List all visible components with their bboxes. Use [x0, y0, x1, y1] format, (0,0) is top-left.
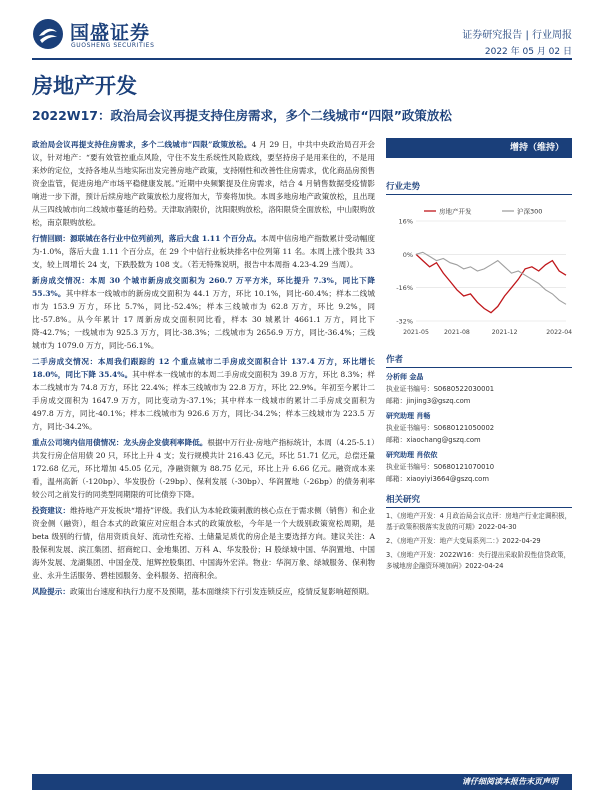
paragraph-lead: 重点公司境内信用债情况：龙头房企发债利率降低。 — [32, 438, 208, 447]
analyst-list — [386, 371, 572, 485]
paragraph-new-homes — [32, 274, 375, 352]
analyst-name: 研究助理 肖畅 — [386, 412, 431, 420]
legend-label: 沪深300 — [517, 207, 543, 216]
sector-title: 房地产开发 — [32, 74, 137, 98]
x-tick-label: 2021-05 — [403, 329, 429, 336]
analysts-block — [386, 353, 572, 485]
report-type: 证券研究报告 | 行业周报 — [462, 30, 572, 41]
x-tick-label: 2022-04 — [546, 329, 572, 336]
sidebar — [386, 138, 572, 572]
paragraph-market — [32, 232, 375, 271]
analyst-name: 研究助理 肖依依 — [386, 451, 438, 459]
paragraph-policy — [32, 138, 375, 229]
related-report[interactable]: 3、《房地产开发：2022W16：央行提出采取阶段性信贷政策，多城地房企融资环境加码》2022-04-24 — [386, 551, 571, 570]
series-line-csi300 — [416, 252, 566, 304]
paragraph-body: 政策出台速度和执行力度不及预期，基本面继续下行引发连锁反应，疫情反复影响超预期。 — [69, 587, 374, 596]
related-block — [386, 493, 572, 572]
report-headline: 2022W17：政治局会议再提支持住房需求，多个二线城市“四限”政策放松 — [32, 108, 452, 123]
y-tick-label: 16% — [398, 217, 413, 226]
trend-chart-svg — [386, 203, 572, 341]
paragraph-body: 其中样本一线城市的新房成交面积为 44.1 万方，环比 10.1%，同比-60.4%；样本二线城市为 153.9 万方，环比 5.7%，同比-52.4%；样本三线城市为 62.8 万方，环比 9.2%，同比-57.8%。从今年累计 17 周新房成交面积同比看，样本 30 城累计 4661.1 万方，同比下降-42.7%；一线城市为 925.3 万方，同比-38.3%；二线城市为 2656.9 万方，同比-36.4%；三线城市为 1079.0 万方，同比-56.1%。 — [32, 289, 375, 350]
x-tick-label: 2021-12 — [491, 329, 518, 336]
related-section-title: 相关研究 — [386, 493, 572, 508]
paragraph-lead: 二手房成交情况：本周我们跟踪的 12 个重点城市二手房成交面积合计 137.4 万方，环比增长 18.0%，同比下降 35.4%。 — [32, 357, 375, 379]
logo-text-en: GUOSHENG SECURITIES — [71, 42, 155, 49]
paragraph-body: 4 月 29 日，中共中央政治局召开会议，针对地产：“要有效管控重点风险，守住不发生系统性风险底线，要坚持房子是用来住的，不是用来炒的定位，支持各地从当地实际出发完善房地产政策，支持刚性和改善性住房需求，优化商品房预售资金监管，促进房地产市场平稳健康发展。”近期中央频繁提及住房需求，结合 4 月销售数据受疫情影响进一步下滑，预计后续房地产政策放松力度将加大，节奏将加快。本周多地房地产政策放松，且出现从三四线城市向二线城市蔓延的趋势。天津取消限价，沈阳限购放松，洛阳限贷全面放松，中山限购放松，南京限购放松。 — [32, 140, 376, 227]
disclaimer-footer: 请仔细阅读本报告末页声明 — [32, 774, 572, 790]
related-report[interactable]: 2、《房地产开发：地产大变局系列二：》2022-04-29 — [386, 537, 541, 545]
paragraph-body: 本周中信房地产指数累计受动幅度为-1.0%，落后大盘 1.11 个百分点，在 29 个中信行业板块排名中位列第 11 名。本周上涨个股共 33 支，较上周增长 24 支，下跌股数为 108 支。（若无特殊说明，报告中本周指 4.23-4.29 当周）。 — [32, 234, 375, 269]
paragraph-advice — [32, 504, 375, 582]
y-tick-label: 0% — [402, 250, 413, 259]
company-logo-icon — [32, 18, 64, 50]
trend-section-title: 行业走势 — [386, 180, 572, 195]
paragraph-lead: 新房成交情况：本周 30 个城市新房成交面积为 260.7 万平方米，环比提升 7.3%，同比下降 55.3%。 — [32, 276, 375, 298]
analyst-email[interactable]: 邮箱：jinjing3@gszq.com — [386, 397, 471, 405]
paragraph-risk — [32, 585, 375, 598]
paragraph-lead: 行情回顾：源联城在各行业中位列前列，落后大盘 1.11 个百分点。 — [32, 234, 261, 243]
paragraph-lead: 投资建议： — [32, 506, 71, 515]
analyst-cert: 执业证书编号：S0680121070010 — [386, 463, 495, 471]
analysts-section-title: 作者 — [386, 353, 572, 368]
rating-badge: 增持（维持） — [386, 138, 572, 158]
analyst-cert: 执业证书编号：S0680522030001 — [386, 385, 495, 393]
trend-chart — [386, 203, 572, 341]
header-divider — [32, 58, 572, 60]
x-tick-label: 2021-08 — [443, 329, 470, 336]
y-tick-label: -32% — [396, 317, 413, 326]
y-tick-label: -16% — [396, 284, 413, 293]
analyst-name: 分析师 金晶 — [386, 373, 424, 381]
analyst-cert: 执业证书编号：S0680121050002 — [386, 424, 495, 432]
paragraph-lead: 政治局会议再提支持住房需求，多个二线城市“四限”政策放松。 — [32, 140, 252, 149]
logo-text-cn: 国盛证券 — [70, 22, 151, 44]
paragraph-lead: 风险提示： — [32, 587, 70, 596]
company-logo — [32, 18, 192, 52]
report-date: 2022 年 05 月 02 日 — [484, 47, 572, 57]
paragraph-body: 维持地产开发板块“增持”评级。我们认为本轮政策刺激的核心点在于需求侧（销售）和企业资金侧（融资），组合本式的政策应对应组合本式的政策放松，今年是一个大级别政策宽松周期，是 beta 级别的行情，信用资质良好、流动性充裕、土储量足质优的房企是主要选择方向。建议关注：A 股保利发展、滨江集团、招商蛇口、金地集团、万科 A、华发股份；H 股绿城中国、华润置地、中国海外发展、龙湖集团、中国金茂、旭辉控股集团、中国海外宏洋。物业：华润万象、绿城服务、保利物业、永升生活服务、碧桂园服务、金科服务、招商积余。 — [32, 506, 375, 580]
analyst-email[interactable]: 邮箱：xiaoyiyi3664@gszq.com — [386, 475, 489, 483]
series-line-real-estate — [416, 254, 566, 312]
paragraph-body: 其中样本一线城市的本周二手房成交面积为 39.8 万方，环比 8.3%；样本二线城市为 74.8 万方，环比 22.4%；样本三线城市为 22.8 万方，环比 22.9%。年初至今累计二手房成交面积为 1647.9 万方，同比变动为-37.1%；其中样本一线城市的累计二手房成交面积为 497.8 万方，同比-40.1%；样本二线城市为 926.6 万方，同比-34.2%；样本三线城市为 223.5 万方，同比-34.2%。 — [32, 370, 375, 431]
related-report[interactable]: 1、《房地产开发：4 月政治局会议点评：房地产行业定调积极，基于政策积极落实发放的可期》2022-04-30 — [386, 512, 572, 531]
paragraph-body: 根据中万行业-房地产指标统计，本周（4.25-5.1）共发行房企信用债 20 只，环比上升 4 支；发行规模共计 216.43 亿元，环比 51.71 亿元，总偿还量 172.68 亿元，环比增加 45.05 亿元，净融资额为 88.75 亿元，环比上升 6.66 亿元。融资成本来看，温州高新（-120bp）、华发股份（-29bp）、保利发展（-30bp）、华润置地（-26bp）的债务利率较公司之前发行的同类型同期限的可比债券下降。 — [32, 438, 375, 499]
paragraph-bonds — [32, 436, 375, 501]
summary-column — [32, 138, 375, 601]
analyst-email[interactable]: 邮箱：xiaochang@gszq.com — [386, 436, 481, 444]
paragraph-second-hand — [32, 355, 375, 433]
legend-label: 房地产开发 — [439, 207, 472, 216]
